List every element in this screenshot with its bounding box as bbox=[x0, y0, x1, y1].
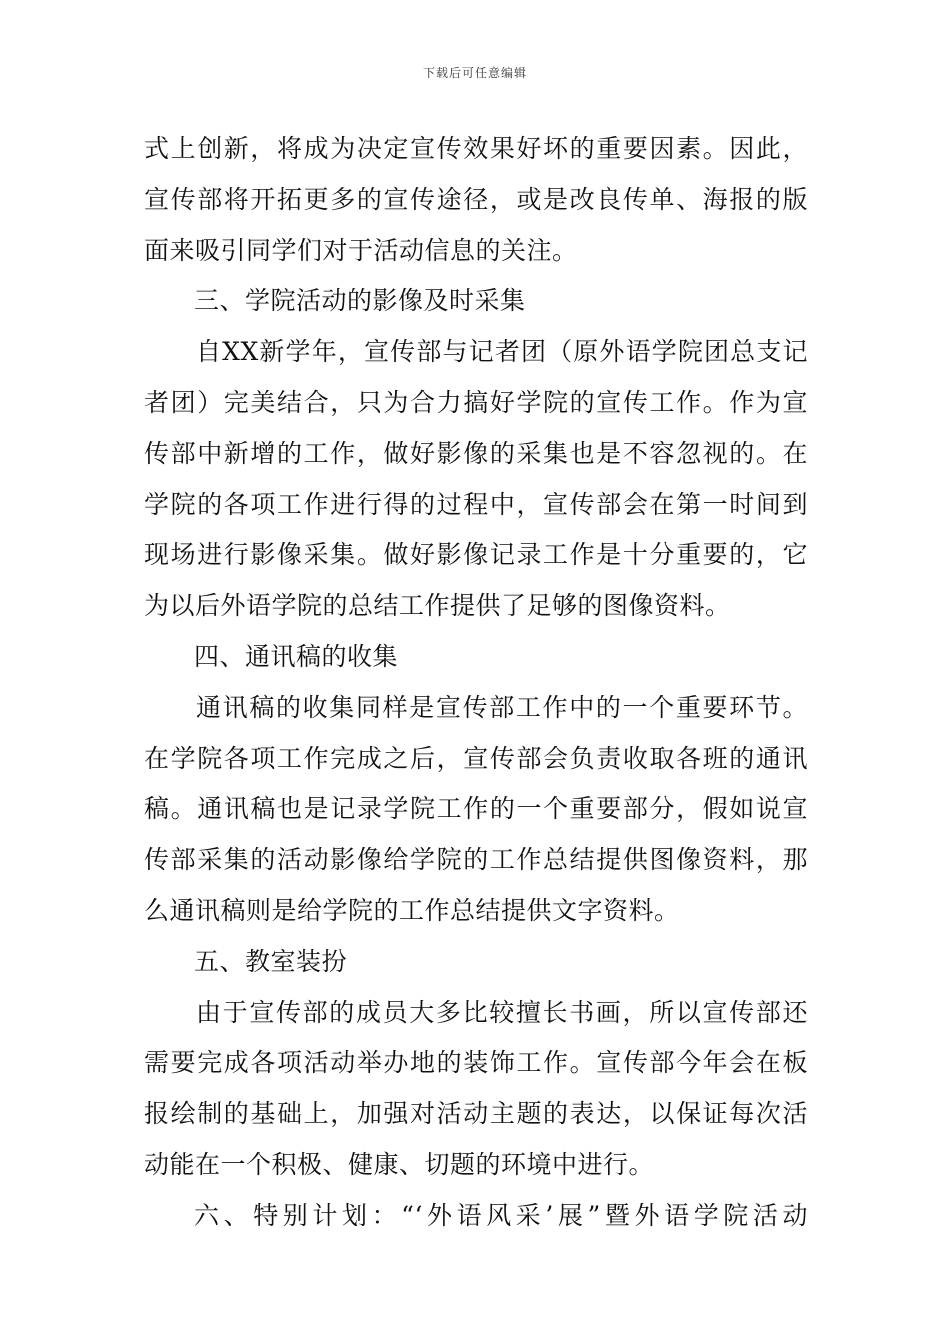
text-line: 宣传部将开拓更多的宣传途径，或是改良传单、海报的版 bbox=[144, 184, 808, 214]
text-line: 需要完成各项活动举办地的装饰工作。宣传部今年会在板 bbox=[144, 1048, 808, 1078]
text-line: 么通讯稿则是给学院的工作总结提供文字资料。 bbox=[144, 895, 680, 925]
section-heading: 六、特别计划：“‘外语风采’展”暨外语学院活动 bbox=[194, 1200, 808, 1230]
text-line: 面来吸引同学们对于活动信息的关注。 bbox=[144, 235, 578, 265]
text-line: 动能在一个积极、健康、切题的环境中进行。 bbox=[144, 1149, 655, 1179]
section-heading: 五、教室装扮 bbox=[194, 946, 348, 976]
text-line: 现场进行影像采集。做好影像记录工作是十分重要的，它 bbox=[144, 540, 808, 570]
text-line: 在学院各项工作完成之后，宣传部会负责收取各班的通讯 bbox=[144, 743, 808, 773]
text-line: 自XX新学年，宣传部与记者团（原外语学院团总支记 bbox=[196, 337, 808, 367]
text-line: 学院的各项工作进行得的过程中，宣传部会在第一时间到 bbox=[144, 489, 808, 519]
text-line: 通讯稿的收集同样是宣传部工作中的一个重要环节。 bbox=[196, 692, 808, 722]
section-heading: 三、学院活动的影像及时采集 bbox=[194, 286, 526, 316]
text-line: 由于宣传部的成员大多比较擅长书画，所以宣传部还 bbox=[196, 997, 808, 1027]
text-line: 稿。通讯稿也是记录学院工作的一个重要部分，假如说宣 bbox=[144, 794, 808, 824]
text-line: 报绘制的基础上，加强对活动主题的表达，以保证每次活 bbox=[144, 1099, 808, 1129]
text-line: 为以后外语学院的总结工作提供了足够的图像资料。 bbox=[144, 591, 731, 621]
text-line: 式上创新，将成为决定宣传效果好坏的重要因素。因此， bbox=[144, 134, 808, 163]
document-body bbox=[144, 124, 808, 1242]
text-line: 者团）完美结合，只为合力搞好学院的宣传工作。作为宣 bbox=[144, 387, 808, 417]
section-heading: 四、通讯稿的收集 bbox=[194, 641, 399, 671]
text-line: 传部采集的活动影像给学院的工作总结提供图像资料，那 bbox=[144, 845, 808, 875]
page-header: 下载后可任意编辑 bbox=[422, 66, 527, 80]
text-line: 传部中新增的工作，做好影像的采集也是不容忽视的。在 bbox=[144, 438, 808, 468]
